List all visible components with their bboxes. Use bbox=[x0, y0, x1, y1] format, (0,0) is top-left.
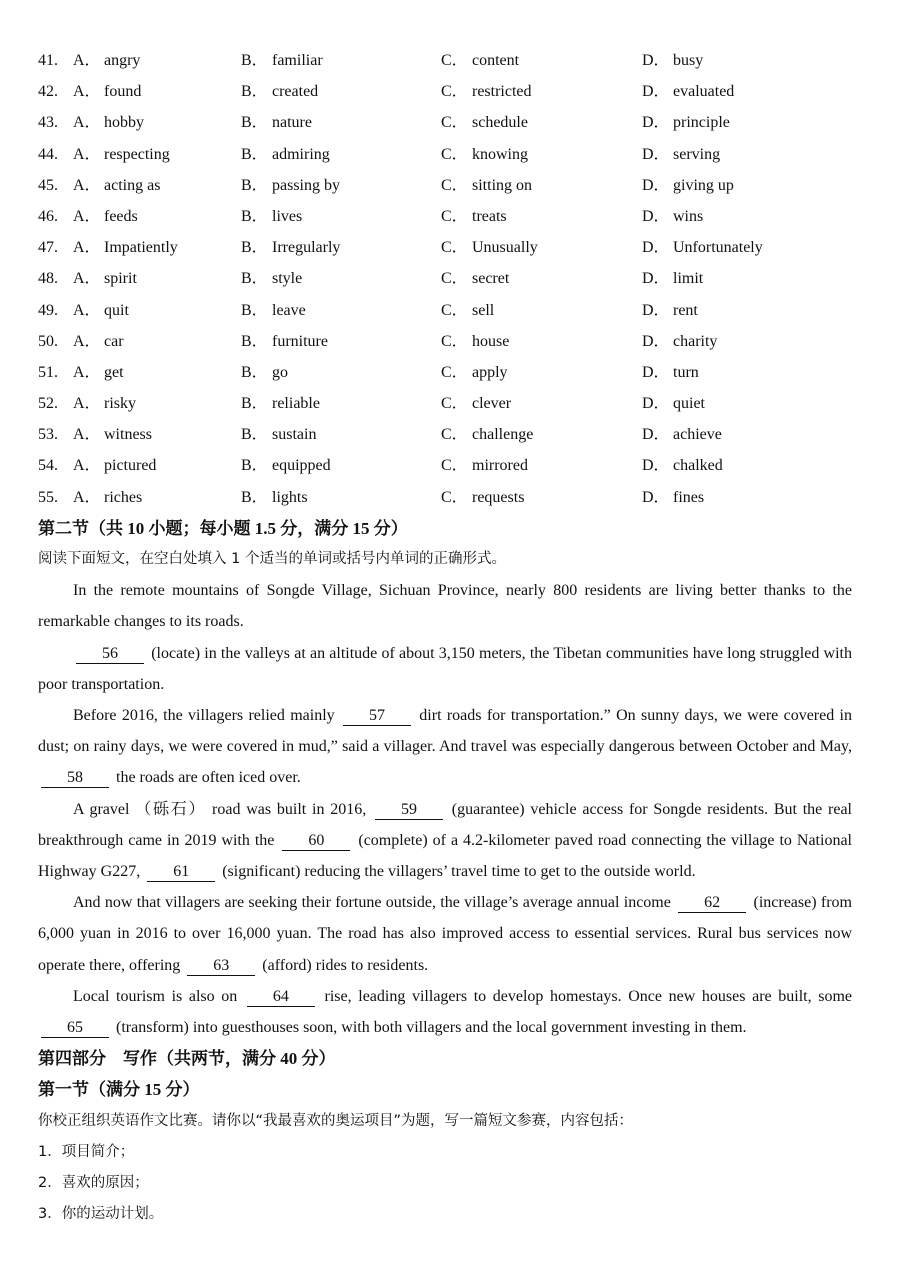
option-letter: C． bbox=[441, 239, 468, 257]
option-text: clever bbox=[472, 395, 512, 413]
passage-text: (complete) of a 4.2-kilometer paved road connecting the village to National Highway G227, bbox=[38, 831, 852, 881]
question-options-row bbox=[38, 419, 852, 450]
option-letter: A． bbox=[73, 457, 101, 475]
option-text: witness bbox=[104, 426, 152, 444]
option-b bbox=[241, 357, 288, 388]
option-letter: C． bbox=[441, 426, 468, 444]
passage-text: A gravel （砾石） road was built in 2016, bbox=[73, 800, 372, 818]
question-number: 44. bbox=[38, 145, 58, 163]
option-a bbox=[73, 450, 156, 481]
option-a bbox=[73, 139, 170, 170]
option-c bbox=[441, 107, 528, 138]
question-options-row bbox=[38, 201, 852, 232]
option-d bbox=[642, 170, 734, 201]
options-list bbox=[38, 45, 852, 513]
option-b bbox=[241, 482, 308, 513]
question-options-row bbox=[38, 388, 852, 419]
option-a bbox=[73, 388, 136, 419]
option-letter: D． bbox=[642, 301, 670, 319]
option-b bbox=[241, 326, 328, 357]
option-text: giving up bbox=[673, 176, 734, 194]
question-number: 42. bbox=[38, 83, 58, 101]
option-letter: B． bbox=[241, 457, 268, 475]
option-a bbox=[73, 107, 144, 138]
option-text: knowing bbox=[472, 145, 528, 163]
passage-text: (significant) reducing the villagers’ travel time to get to the outside world. bbox=[218, 863, 696, 881]
option-text: restricted bbox=[472, 83, 532, 101]
option-text: busy bbox=[673, 52, 704, 69]
question-number: 46. bbox=[38, 207, 58, 225]
part4-subheading: 第一节（满分 15 分） bbox=[38, 1080, 200, 1100]
option-d bbox=[642, 419, 722, 450]
option-letter: D． bbox=[642, 488, 670, 506]
option-c bbox=[441, 419, 533, 450]
blank-59: 59 bbox=[375, 801, 443, 820]
question-options-row bbox=[38, 76, 852, 107]
passage bbox=[38, 575, 852, 1043]
passage-text: (guarantee) vehicle access for Songde residents. But the real breakthrough came in 2019 with the bbox=[38, 800, 853, 849]
option-letter: A． bbox=[73, 332, 101, 350]
option-c bbox=[441, 295, 494, 326]
option-letter: B． bbox=[241, 488, 268, 506]
option-text: quit bbox=[104, 301, 129, 319]
option-text: hobby bbox=[104, 114, 144, 132]
option-letter: B． bbox=[241, 145, 268, 163]
option-text: risky bbox=[104, 395, 136, 413]
option-letter: A． bbox=[73, 145, 101, 163]
option-letter: B． bbox=[241, 270, 268, 288]
option-text: lives bbox=[272, 207, 303, 225]
section2-instruction: 阅读下面短文，在空白处填入 1 个适当的单词或括号内单词的正确形式。 bbox=[38, 551, 506, 567]
option-text: limit bbox=[673, 270, 704, 288]
option-a bbox=[73, 263, 137, 294]
question-number: 53. bbox=[38, 426, 58, 444]
option-d bbox=[642, 45, 703, 76]
option-letter: B． bbox=[241, 332, 268, 350]
question-options-row bbox=[38, 450, 852, 481]
question-number: 47. bbox=[38, 239, 58, 257]
option-text: admiring bbox=[272, 145, 330, 163]
option-letter: B． bbox=[241, 83, 268, 101]
blank-58: 58 bbox=[41, 769, 109, 788]
option-letter: C． bbox=[441, 52, 468, 69]
question-number: 55. bbox=[38, 488, 58, 506]
option-a bbox=[73, 201, 138, 232]
option-text: quiet bbox=[673, 395, 705, 413]
option-text: Unfortunately bbox=[673, 239, 763, 257]
option-b bbox=[241, 45, 323, 76]
option-text: spirit bbox=[104, 270, 137, 288]
option-letter: D． bbox=[642, 207, 670, 225]
option-letter: B． bbox=[241, 176, 268, 194]
blank-63: 63 bbox=[187, 957, 255, 976]
option-a bbox=[73, 482, 142, 513]
option-letter: C． bbox=[441, 270, 468, 288]
option-letter: C． bbox=[441, 488, 468, 506]
option-d bbox=[642, 76, 734, 107]
option-c bbox=[441, 139, 528, 170]
option-b bbox=[241, 170, 340, 201]
question-number: 43. bbox=[38, 114, 58, 132]
question-number: 54. bbox=[38, 457, 58, 475]
option-c bbox=[441, 232, 538, 263]
option-letter: D． bbox=[642, 114, 670, 132]
option-text: fines bbox=[673, 488, 705, 506]
prompt-point: 2．喜欢的原因； bbox=[38, 1174, 149, 1191]
option-text: rent bbox=[673, 301, 698, 319]
option-d bbox=[642, 201, 703, 232]
option-letter: C． bbox=[441, 176, 468, 194]
option-d bbox=[642, 450, 723, 481]
option-d bbox=[642, 107, 730, 138]
option-letter: D． bbox=[642, 52, 670, 69]
passage-paragraph bbox=[38, 794, 852, 888]
option-b bbox=[241, 201, 302, 232]
question-options-row bbox=[38, 107, 852, 138]
option-text: serving bbox=[673, 145, 721, 163]
question-options-row bbox=[38, 295, 852, 326]
option-text: schedule bbox=[472, 114, 528, 132]
option-a bbox=[73, 357, 124, 388]
blank-56: 56 bbox=[76, 645, 144, 664]
option-text: go bbox=[272, 363, 288, 381]
document-page bbox=[38, 45, 852, 1230]
question-options-row bbox=[38, 139, 852, 170]
option-letter: A． bbox=[73, 83, 101, 101]
option-letter: A． bbox=[73, 301, 101, 319]
blank-64: 64 bbox=[247, 988, 315, 1007]
option-letter: A． bbox=[73, 114, 101, 132]
writing-prompt: 你校正组织英语作文比赛。请你以“我最喜欢的奥运项目”为题，写一篇短文参赛，内容包括： bbox=[38, 1112, 634, 1129]
option-letter: A． bbox=[73, 426, 101, 444]
option-letter: A． bbox=[73, 176, 101, 194]
passage-text: (transform) into guesthouses soon, with both villagers and the local government investing in them. bbox=[112, 1019, 747, 1037]
option-text: leave bbox=[272, 301, 306, 319]
option-letter: B． bbox=[241, 426, 268, 444]
question-options-row bbox=[38, 482, 852, 513]
option-text: chalked bbox=[673, 457, 723, 475]
option-text: riches bbox=[104, 488, 143, 506]
option-letter: D． bbox=[642, 176, 670, 194]
option-letter: C． bbox=[441, 83, 468, 101]
option-letter: C． bbox=[441, 145, 468, 163]
option-text: Unusually bbox=[472, 239, 538, 257]
blank-62: 62 bbox=[678, 894, 746, 913]
option-letter: A． bbox=[73, 395, 101, 413]
option-b bbox=[241, 76, 318, 107]
blank-61: 61 bbox=[147, 863, 215, 882]
passage-text: Before 2016, the villagers relied mainly bbox=[73, 707, 340, 724]
option-a bbox=[73, 45, 140, 76]
option-letter: D． bbox=[642, 395, 670, 413]
passage-text: (locate) in the valleys at an altitude of about 3,150 meters, the Tibetan communities have long struggled with poor transportation. bbox=[38, 644, 852, 693]
option-letter: C． bbox=[441, 332, 468, 350]
question-number: 45. bbox=[38, 176, 58, 194]
option-c bbox=[441, 170, 532, 201]
passage-paragraph bbox=[38, 887, 852, 981]
option-d bbox=[642, 295, 698, 326]
blank-60: 60 bbox=[282, 832, 350, 851]
option-letter: D． bbox=[642, 83, 670, 101]
passage-paragraph bbox=[38, 981, 852, 1043]
option-letter: A． bbox=[73, 239, 101, 257]
option-text: respecting bbox=[104, 145, 170, 163]
prompt-point: 1．项目简介； bbox=[38, 1143, 135, 1160]
option-letter: C． bbox=[441, 114, 468, 132]
option-text: nature bbox=[272, 114, 312, 132]
option-letter: D． bbox=[642, 270, 670, 288]
option-text: angry bbox=[104, 52, 141, 69]
option-text: car bbox=[104, 332, 124, 350]
option-text: Impatiently bbox=[104, 239, 178, 257]
option-text: wins bbox=[673, 207, 704, 225]
option-letter: B． bbox=[241, 52, 268, 69]
option-d bbox=[642, 482, 704, 513]
option-text: turn bbox=[673, 363, 699, 381]
option-text: house bbox=[472, 332, 510, 350]
option-letter: B． bbox=[241, 239, 268, 257]
question-options-row bbox=[38, 357, 852, 388]
part4-heading: 第四部分 写作（共两节，满分 40 分） bbox=[38, 1049, 336, 1069]
question-options-row bbox=[38, 263, 852, 294]
option-letter: B． bbox=[241, 301, 268, 319]
option-c bbox=[441, 45, 519, 76]
question-number: 49. bbox=[38, 301, 58, 319]
option-letter: C． bbox=[441, 301, 468, 319]
passage-text: Local tourism is also on bbox=[73, 987, 244, 1005]
option-c bbox=[441, 482, 524, 513]
question-options-row bbox=[38, 45, 852, 76]
option-letter: C． bbox=[441, 363, 468, 381]
option-c bbox=[441, 450, 528, 481]
question-number: 52. bbox=[38, 395, 58, 413]
option-d bbox=[642, 326, 717, 357]
option-c bbox=[441, 326, 509, 357]
question-options-row bbox=[38, 232, 852, 263]
passage-text: dirt roads for transportation.” On sunny days, we were covered in dust; on rainy days, we were covered in mud,” said a villager. And travel was especially dangerous between October and May, bbox=[38, 707, 852, 756]
passage-paragraph bbox=[38, 575, 852, 637]
option-a bbox=[73, 232, 178, 263]
option-letter: D． bbox=[642, 457, 670, 475]
option-text: sitting on bbox=[472, 176, 533, 194]
passage-text: And now that villagers are seeking their fortune outside, the village’s average annual income bbox=[73, 894, 676, 912]
option-text: content bbox=[472, 52, 520, 69]
passage-text: In the remote mountains of Songde Village, Sichuan Province, nearly 800 residents are living better thanks to the remarkable changes to its roads. bbox=[38, 582, 852, 631]
passage-text: (increase) from 6,000 yuan in 2016 to over 16,000 yuan. The road has also improved access to essential services. Rural bus services now operate there, offering bbox=[38, 894, 852, 974]
option-text: created bbox=[272, 83, 319, 101]
question-number: 48. bbox=[38, 270, 58, 288]
option-text: reliable bbox=[272, 395, 320, 413]
passage-paragraph bbox=[38, 700, 852, 794]
question-options-row bbox=[38, 326, 852, 357]
option-text: passing by bbox=[272, 176, 340, 194]
option-text: challenge bbox=[472, 426, 534, 444]
option-letter: B． bbox=[241, 114, 268, 132]
option-text: furniture bbox=[272, 332, 328, 350]
option-d bbox=[642, 357, 699, 388]
question-options-row bbox=[38, 170, 852, 201]
question-number: 51. bbox=[38, 363, 58, 381]
option-c bbox=[441, 357, 508, 388]
option-text: principle bbox=[673, 114, 730, 132]
option-letter: A． bbox=[73, 207, 101, 225]
blank-57: 57 bbox=[343, 707, 411, 726]
blank-65: 65 bbox=[41, 1019, 109, 1038]
option-letter: A． bbox=[73, 363, 101, 381]
option-b bbox=[241, 295, 306, 326]
option-a bbox=[73, 170, 160, 201]
option-b bbox=[241, 107, 312, 138]
option-a bbox=[73, 295, 129, 326]
passage-paragraph bbox=[38, 638, 852, 700]
option-letter: D． bbox=[642, 239, 670, 257]
option-text: found bbox=[104, 83, 142, 101]
option-letter: A． bbox=[73, 488, 101, 506]
option-b bbox=[241, 388, 320, 419]
option-text: lights bbox=[272, 488, 308, 506]
question-number: 41. bbox=[38, 52, 58, 69]
option-letter: B． bbox=[241, 363, 268, 381]
option-d bbox=[642, 388, 705, 419]
option-letter: D． bbox=[642, 426, 670, 444]
option-b bbox=[241, 139, 330, 170]
section2-heading: 第二节（共 10 小题；每小题 1.5 分，满分 15 分） bbox=[38, 518, 408, 538]
prompt-point: 3．你的运动计划。 bbox=[38, 1206, 164, 1223]
option-letter: D． bbox=[642, 145, 670, 163]
option-text: requests bbox=[472, 488, 525, 506]
option-d bbox=[642, 263, 703, 294]
option-d bbox=[642, 139, 720, 170]
option-letter: C． bbox=[441, 395, 468, 413]
option-text: achieve bbox=[673, 426, 722, 444]
option-text: sell bbox=[472, 301, 495, 319]
option-text: treats bbox=[472, 207, 507, 225]
option-letter: D． bbox=[642, 363, 670, 381]
option-c bbox=[441, 263, 509, 294]
option-text: pictured bbox=[104, 457, 157, 475]
option-text: equipped bbox=[272, 457, 331, 475]
option-text: style bbox=[272, 270, 303, 288]
option-d bbox=[642, 232, 763, 263]
option-b bbox=[241, 232, 340, 263]
option-letter: B． bbox=[241, 395, 268, 413]
option-text: evaluated bbox=[673, 83, 735, 101]
option-text: secret bbox=[472, 270, 510, 288]
passage-text: rise, leading villagers to develop homestays. Once new houses are built, some bbox=[317, 987, 852, 1005]
option-letter: A． bbox=[73, 52, 101, 69]
passage-text: (afford) rides to residents. bbox=[258, 956, 429, 974]
option-text: mirrored bbox=[472, 457, 528, 475]
option-text: apply bbox=[472, 363, 508, 381]
option-letter: C． bbox=[441, 457, 468, 475]
option-c bbox=[441, 76, 532, 107]
option-a bbox=[73, 419, 152, 450]
question-number: 50. bbox=[38, 332, 58, 350]
option-c bbox=[441, 388, 511, 419]
option-text: charity bbox=[673, 332, 718, 350]
option-a bbox=[73, 326, 124, 357]
option-b bbox=[241, 419, 316, 450]
option-b bbox=[241, 263, 302, 294]
option-text: sustain bbox=[272, 426, 317, 444]
option-text: acting as bbox=[104, 176, 161, 194]
option-text: feeds bbox=[104, 207, 138, 225]
option-b bbox=[241, 450, 331, 481]
option-text: Irregularly bbox=[272, 239, 341, 257]
option-text: get bbox=[104, 363, 124, 381]
option-letter: C． bbox=[441, 207, 468, 225]
option-c bbox=[441, 201, 507, 232]
option-text: familiar bbox=[272, 52, 323, 69]
option-letter: D． bbox=[642, 332, 670, 350]
passage-text: the roads are often iced over. bbox=[112, 769, 301, 787]
option-letter: A． bbox=[73, 270, 101, 288]
option-a bbox=[73, 76, 141, 107]
option-letter: B． bbox=[241, 207, 268, 225]
